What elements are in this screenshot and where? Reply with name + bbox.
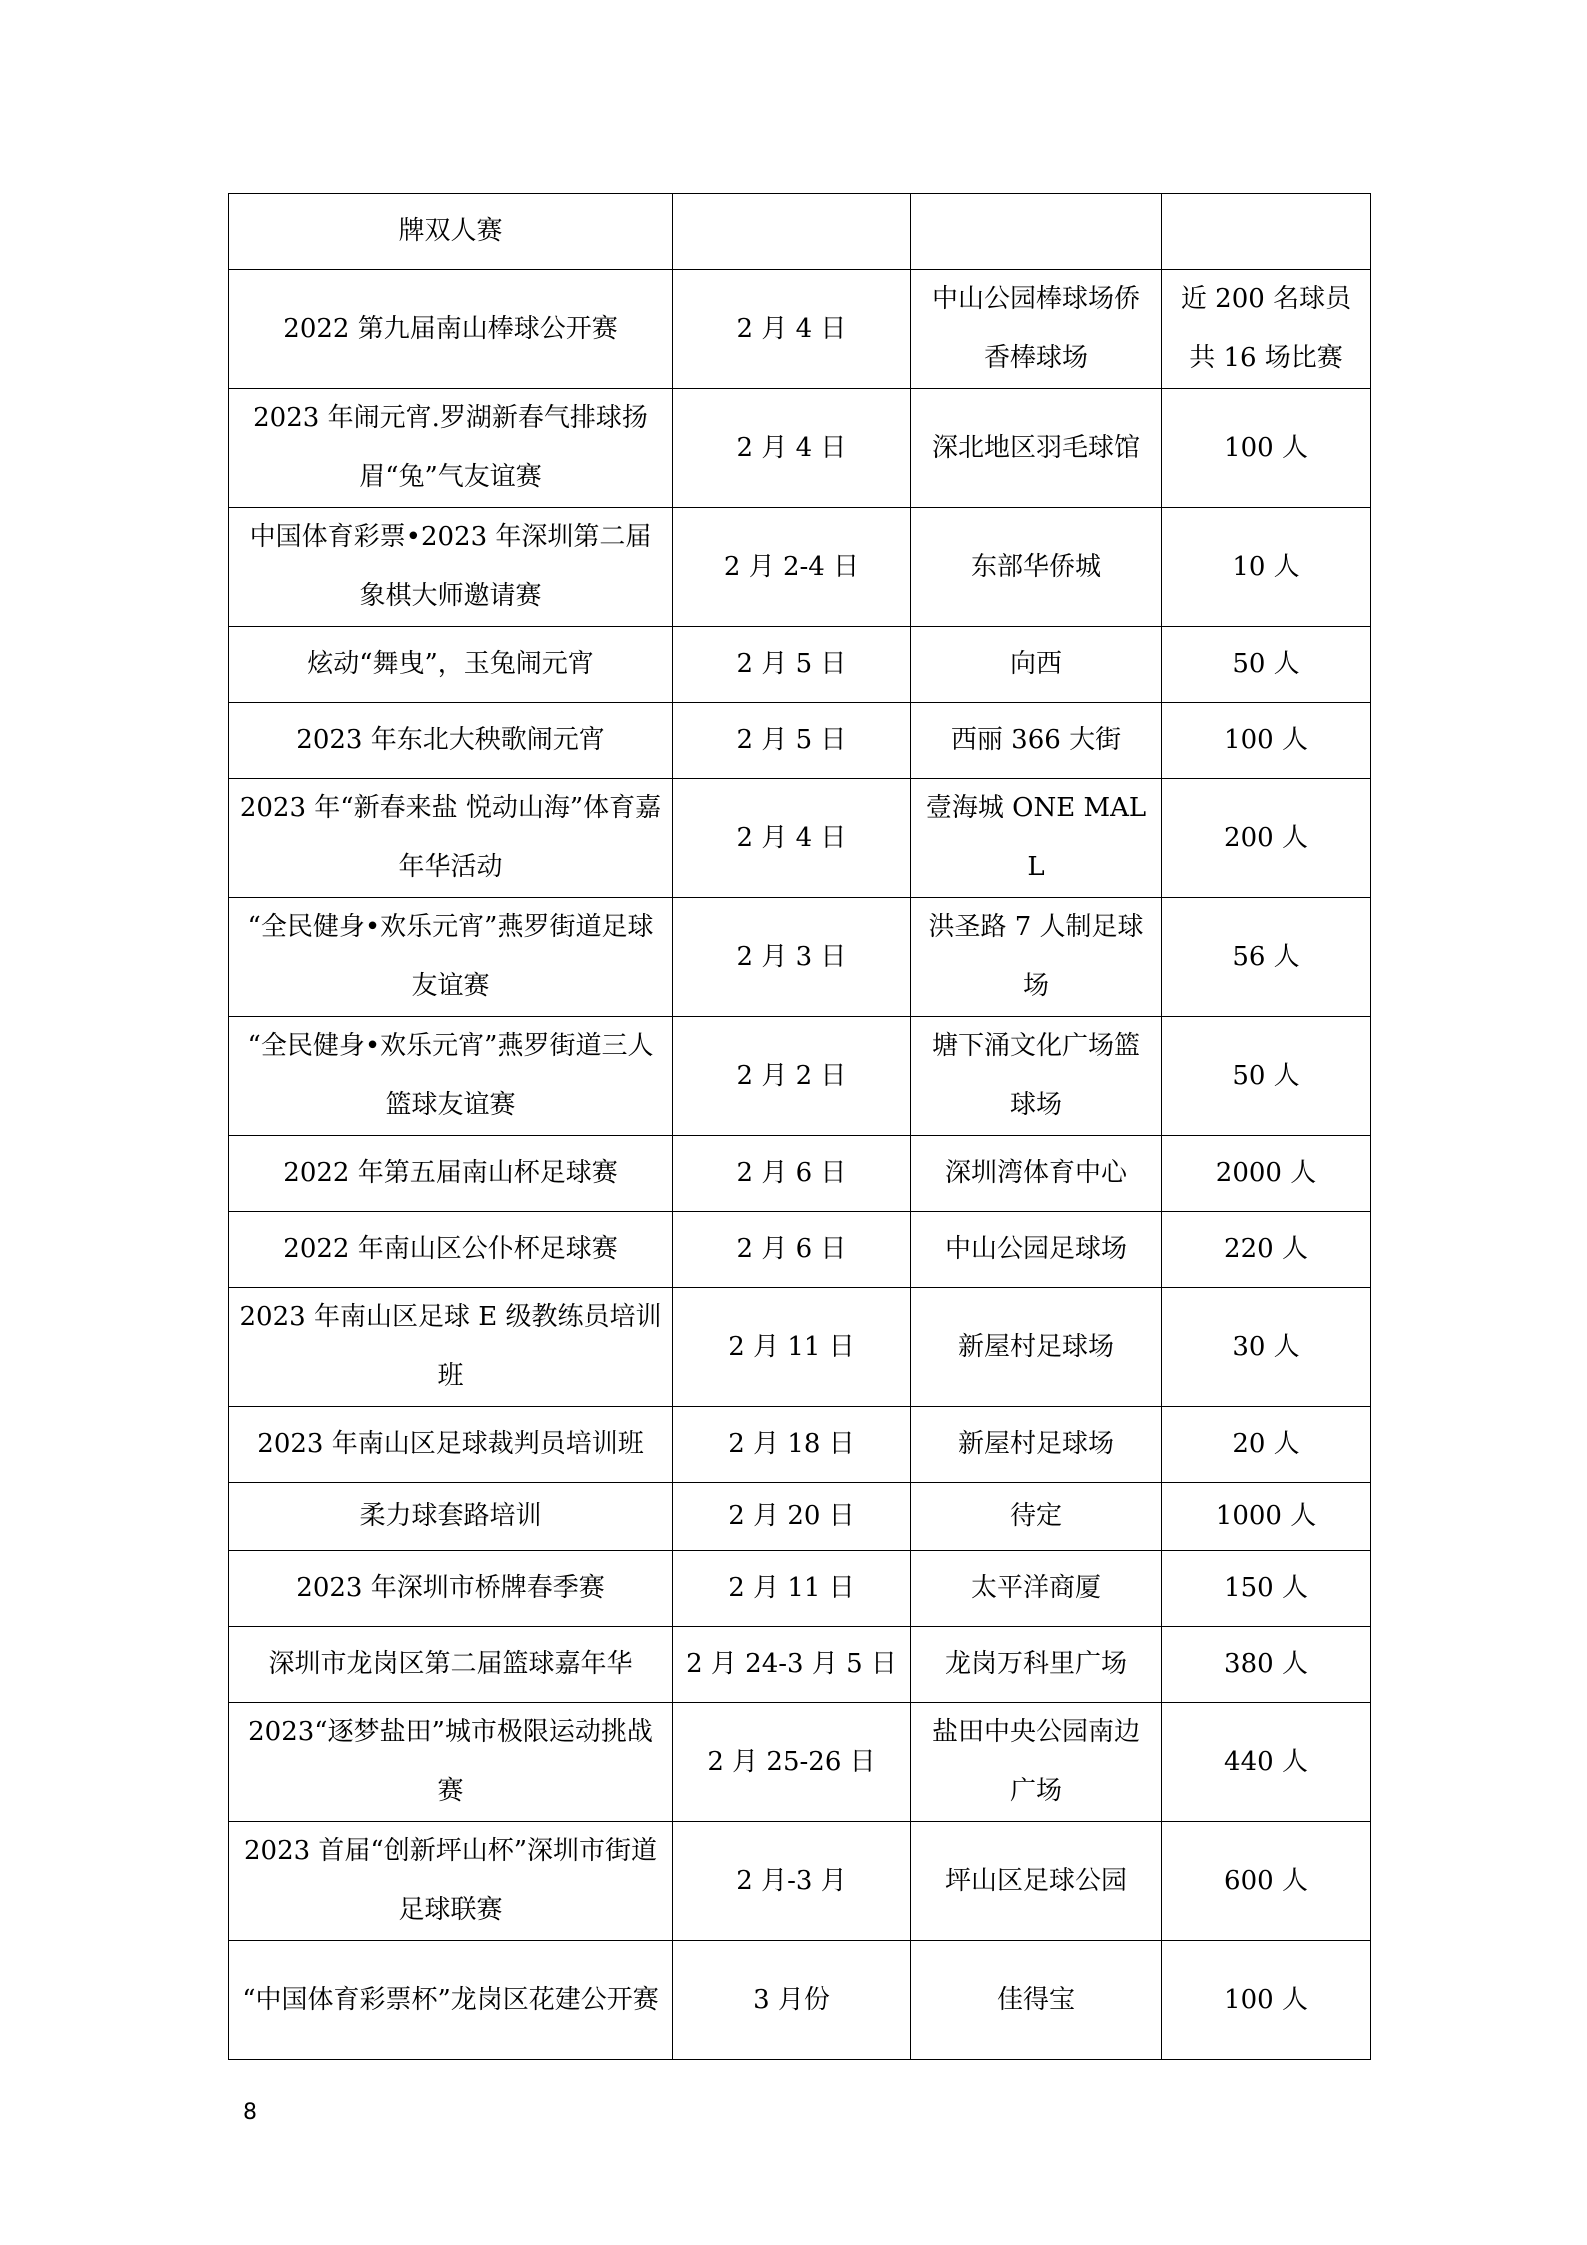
- event-date-cell: 2 月 5 日: [673, 627, 911, 703]
- event-date-cell: 2 月 4 日: [673, 779, 911, 898]
- event-venue-cell: 深北地区羽毛球馆: [911, 389, 1162, 508]
- event-name-cell: 深圳市龙岗区第二届篮球嘉年华: [229, 1627, 673, 1703]
- event-name-cell: 2023“逐梦盐田”城市极限运动挑战赛: [229, 1703, 673, 1822]
- event-venue-cell: 盐田中央公园南边广场: [911, 1703, 1162, 1822]
- event-count-cell: 380 人: [1162, 1627, 1371, 1703]
- event-count-cell: 1000 人: [1162, 1483, 1371, 1551]
- event-count-cell: 100 人: [1162, 389, 1371, 508]
- event-name-cell: 2023 年闹元宵.罗湖新春气排球扬眉“兔”气友谊赛: [229, 389, 673, 508]
- event-count-cell: 220 人: [1162, 1212, 1371, 1288]
- event-date-cell: 3 月份: [673, 1941, 911, 2060]
- event-venue-cell: 龙岗万科里广场: [911, 1627, 1162, 1703]
- page-number: 8: [243, 2100, 257, 2125]
- event-date-cell: 2 月 4 日: [673, 389, 911, 508]
- event-name-cell: “中国体育彩票杯”龙岗区花建公开赛: [229, 1941, 673, 2060]
- event-venue-cell: 洪圣路 7 人制足球场: [911, 898, 1162, 1017]
- event-date-cell: 2 月 6 日: [673, 1212, 911, 1288]
- event-name-cell: 2022 年第五届南山杯足球赛: [229, 1136, 673, 1212]
- event-count-cell: 30 人: [1162, 1288, 1371, 1407]
- event-count-cell: 440 人: [1162, 1703, 1371, 1822]
- event-date-cell: 2 月 11 日: [673, 1288, 911, 1407]
- event-date-cell: 2 月 5 日: [673, 703, 911, 779]
- event-name-cell: 2023 年“新春来盐 悦动山海”体育嘉年华活动: [229, 779, 673, 898]
- table-row: [229, 1483, 1371, 1551]
- event-date-cell: 2 月 11 日: [673, 1551, 911, 1627]
- table-row: [229, 1212, 1371, 1288]
- table-row: [229, 194, 1371, 270]
- event-name-cell: 2022 年南山区公仆杯足球赛: [229, 1212, 673, 1288]
- table-row: [229, 898, 1371, 1017]
- event-name-cell: “全民健身•欢乐元宵”燕罗街道足球友谊赛: [229, 898, 673, 1017]
- table-row: [229, 1941, 1371, 2060]
- event-venue-cell: 深圳湾体育中心: [911, 1136, 1162, 1212]
- event-count-cell: 600 人: [1162, 1822, 1371, 1941]
- table-row: [229, 270, 1371, 389]
- table-row: [229, 1822, 1371, 1941]
- event-date-cell: [673, 194, 911, 270]
- event-date-cell: 2 月 20 日: [673, 1483, 911, 1551]
- event-count-cell: 近 200 名球员共 16 场比赛: [1162, 270, 1371, 389]
- event-date-cell: 2 月 2-4 日: [673, 508, 911, 627]
- event-name-cell: 2023 年南山区足球裁判员培训班: [229, 1407, 673, 1483]
- event-date-cell: 2 月 24-3 月 5 日: [673, 1627, 911, 1703]
- event-date-cell: 2 月 4 日: [673, 270, 911, 389]
- table-row: [229, 1551, 1371, 1627]
- event-venue-cell: 太平洋商厦: [911, 1551, 1162, 1627]
- event-name-cell: 2023 年南山区足球 E 级教练员培训班: [229, 1288, 673, 1407]
- event-venue-cell: [911, 194, 1162, 270]
- table-row: [229, 1017, 1371, 1136]
- event-count-cell: 100 人: [1162, 1941, 1371, 2060]
- event-venue-cell: 塘下涌文化广场篮球场: [911, 1017, 1162, 1136]
- event-date-cell: 2 月 18 日: [673, 1407, 911, 1483]
- event-date-cell: 2 月 3 日: [673, 898, 911, 1017]
- table-row: [229, 703, 1371, 779]
- event-name-cell: 2022 第九届南山棒球公开赛: [229, 270, 673, 389]
- event-date-cell: 2 月 2 日: [673, 1017, 911, 1136]
- event-venue-cell: 西丽 366 大街: [911, 703, 1162, 779]
- event-venue-cell: 壹海城 ONE MALL: [911, 779, 1162, 898]
- event-count-cell: 10 人: [1162, 508, 1371, 627]
- table-row: [229, 1407, 1371, 1483]
- event-venue-cell: 佳得宝: [911, 1941, 1162, 2060]
- table-row: [229, 1627, 1371, 1703]
- event-name-cell: 牌双人赛: [229, 194, 673, 270]
- event-name-cell: 中国体育彩票•2023 年深圳第二届象棋大师邀请赛: [229, 508, 673, 627]
- event-venue-cell: 东部华侨城: [911, 508, 1162, 627]
- event-name-cell: 2023 年深圳市桥牌春季赛: [229, 1551, 673, 1627]
- event-venue-cell: 新屋村足球场: [911, 1407, 1162, 1483]
- event-name-cell: 2023 首届“创新坪山杯”深圳市街道足球联赛: [229, 1822, 673, 1941]
- event-count-cell: 50 人: [1162, 627, 1371, 703]
- table-row: [229, 389, 1371, 508]
- event-venue-cell: 中山公园足球场: [911, 1212, 1162, 1288]
- event-date-cell: 2 月 6 日: [673, 1136, 911, 1212]
- table-row: [229, 627, 1371, 703]
- table-row: [229, 1703, 1371, 1822]
- event-count-cell: 100 人: [1162, 703, 1371, 779]
- event-count-cell: 20 人: [1162, 1407, 1371, 1483]
- table-row: [229, 1288, 1371, 1407]
- event-name-cell: “全民健身•欢乐元宵”燕罗街道三人篮球友谊赛: [229, 1017, 673, 1136]
- event-venue-cell: 中山公园棒球场侨香棒球场: [911, 270, 1162, 389]
- event-venue-cell: 坪山区足球公园: [911, 1822, 1162, 1941]
- event-count-cell: 56 人: [1162, 898, 1371, 1017]
- event-name-cell: 柔力球套路培训: [229, 1483, 673, 1551]
- table-row: [229, 508, 1371, 627]
- event-count-cell: 50 人: [1162, 1017, 1371, 1136]
- event-table: [228, 193, 1371, 2060]
- table-row: [229, 779, 1371, 898]
- event-count-cell: 150 人: [1162, 1551, 1371, 1627]
- table-row: [229, 1136, 1371, 1212]
- event-date-cell: 2 月 25-26 日: [673, 1703, 911, 1822]
- event-venue-cell: 待定: [911, 1483, 1162, 1551]
- event-venue-cell: 向西: [911, 627, 1162, 703]
- event-date-cell: 2 月-3 月: [673, 1822, 911, 1941]
- event-count-cell: 200 人: [1162, 779, 1371, 898]
- event-name-cell: 2023 年东北大秧歌闹元宵: [229, 703, 673, 779]
- event-venue-cell: 新屋村足球场: [911, 1288, 1162, 1407]
- event-count-cell: [1162, 194, 1371, 270]
- event-count-cell: 2000 人: [1162, 1136, 1371, 1212]
- event-name-cell: 炫动“舞曳”，玉兔闹元宵: [229, 627, 673, 703]
